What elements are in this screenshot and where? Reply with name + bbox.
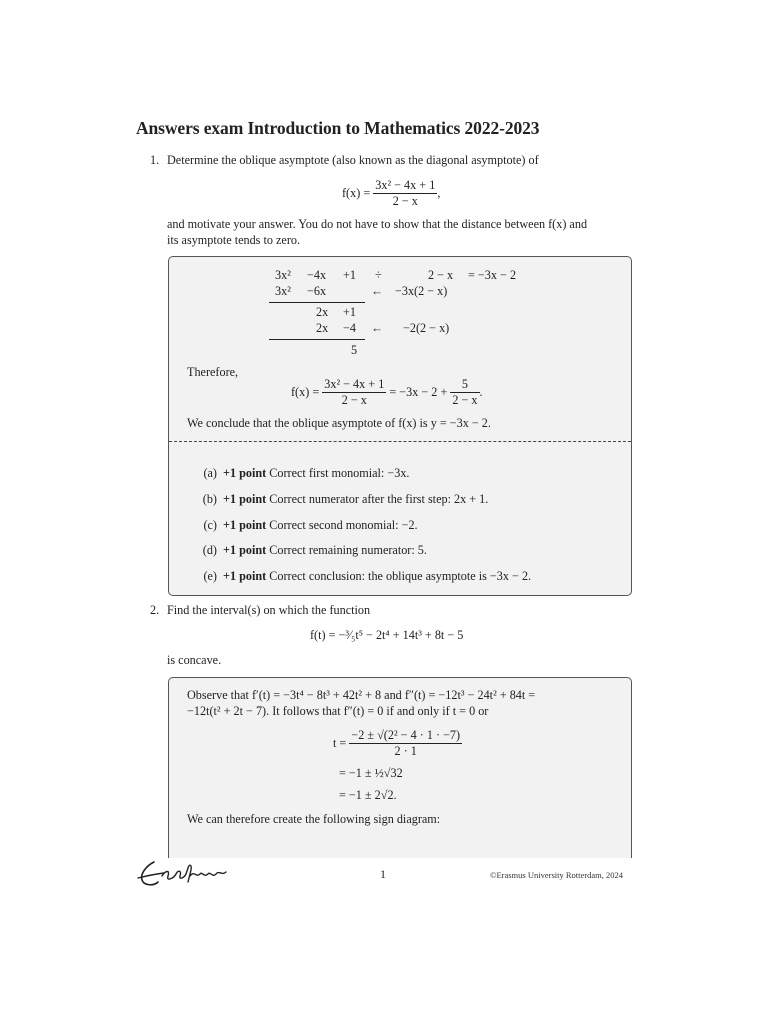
q1-motivate-line-1: and motivate your answer. You do not have to show that the distance between f(x) and (167, 217, 588, 231)
div-remainder: 5 (351, 343, 358, 357)
rubric-label: (b) (202, 492, 217, 506)
rubric-text: Correct first monomial: −3x. (269, 466, 410, 480)
rubric-text: Correct second monomial: −2. (269, 518, 418, 532)
t-numerator: −2 ± √(2² − 4 · 1 · −7) (351, 728, 461, 742)
result-fraction-2 (450, 377, 479, 408)
div-r3c: +1 (343, 305, 356, 319)
div-r4b: 2x (316, 321, 329, 335)
rubric-label: (a) (203, 466, 217, 480)
result-end: . (479, 385, 483, 399)
div-rule-1 (269, 302, 365, 303)
rubric-points: +1 point (223, 518, 267, 532)
rubric-item-d (195, 543, 427, 558)
q2-concave: is concave. (167, 653, 222, 667)
rubric-item-c (195, 518, 418, 533)
rubric-label: (e) (203, 569, 217, 583)
q1-result-equation (291, 377, 483, 408)
result-numerator-1: 3x² − 4x + 1 (324, 377, 385, 391)
div-step-1: −3x(2 − x) (395, 284, 448, 298)
rubric-points: +1 point (223, 492, 267, 506)
div-arrow-1: ← (371, 284, 384, 298)
question-2-number: 2. (150, 603, 160, 617)
div-quotient: = −3x − 2 (468, 268, 517, 282)
q2-observe-line-2: −12t(t² + 2t − 7). It follows that f″(t) = 0 if and only if t = 0 or (187, 704, 489, 718)
rubric-item-b (195, 492, 488, 507)
result-denominator-2: 2 − x (452, 393, 478, 407)
rubric-points: +1 point (223, 569, 267, 583)
div-divisor: 2 − x (428, 268, 454, 282)
rubric-points: +1 point (223, 543, 267, 557)
t-line-2: = −1 ± ½√32 (339, 766, 403, 780)
question-2-prompt: Find the interval(s) on which the function (167, 603, 371, 617)
q1-conclusion: We conclude that the oblique asymptote of f(x) is y = −3x − 2. (187, 416, 491, 430)
div-r2b: −6x (307, 284, 327, 298)
div-r1a: 3x² (275, 268, 291, 282)
q1-function-display: f(x) = $\frac{\text{3x² − 4x + 1}}{2 - x}$ , (342, 178, 441, 208)
rubric-text: Correct conclusion: the oblique asymptote is −3x − 2. (269, 569, 532, 583)
therefore-label: Therefore, (187, 365, 239, 379)
q2-sign-diagram-intro: We can therefore create the following sign diagram: (187, 812, 441, 826)
q1-numerator: 3x² − 4x + 1 (375, 178, 436, 192)
result-middle: = −3x − 2 + (389, 385, 448, 399)
div-arrow-2: ← (371, 321, 384, 335)
rubric-label: (d) (202, 543, 217, 557)
rubric-label: (c) (203, 518, 217, 532)
t-denominator: 2 · 1 (394, 744, 417, 758)
div-r4c: −4 (343, 321, 356, 335)
rubric-divider (169, 441, 631, 442)
q2-quadratic-formula (333, 728, 462, 759)
page-number: 1 (380, 867, 386, 881)
q2-observe-line-1: Observe that f′(t) = −3t⁴ − 8t³ + 42t² + 8 and f″(t) = −12t³ − 24t² + 84t = (187, 688, 536, 702)
q2-answer-box (168, 677, 632, 858)
result-denominator-1: 2 − x (341, 393, 367, 407)
div-r2a: 3x² (275, 284, 291, 298)
q1-denominator: 2 − x (392, 194, 418, 208)
copyright-notice: ©Erasmus University Rotterdam, 2024 (490, 870, 623, 880)
div-step-2: −2(2 − x) (403, 321, 450, 335)
page-title: Answers exam Introduction to Mathematics 2022-2023 (136, 118, 540, 138)
rubric-points: +1 point (223, 466, 267, 480)
rubric-item-a (195, 466, 409, 481)
question-1-prompt: Determine the oblique asymptote (also known as the diagonal asymptote) of (167, 153, 539, 167)
q1-fraction (373, 178, 437, 209)
rubric-text: Correct remaining numerator: 5. (269, 543, 427, 557)
div-r1b: −4x (307, 268, 327, 282)
div-r3b: 2x (316, 305, 329, 319)
result-lhs: f(x) = (291, 385, 320, 399)
result-fraction-1 (322, 377, 386, 408)
result-numerator-2: 5 (450, 377, 479, 393)
t-line-3: = −1 ± 2√2. (339, 788, 397, 802)
t-lhs: t = (333, 736, 347, 750)
q1-answer-box (168, 256, 632, 596)
rubric-text: Correct numerator after the first step: 2x + 1. (269, 492, 489, 506)
q1-fx: f(x) = (342, 186, 371, 200)
div-symbol: ÷ (375, 268, 382, 282)
q2-function: f(t) = −³⁄₅t⁵ − 2t⁴ + 14t³ + 8t − 5 (310, 628, 464, 642)
rubric-item-e (195, 569, 531, 584)
q1-motivate-line-2: its asymptote tends to zero. (167, 233, 301, 247)
div-r1c: +1 (343, 268, 356, 282)
t-fraction (349, 728, 462, 759)
erasmus-signature-logo (136, 856, 228, 892)
question-1-number: 1. (150, 153, 160, 167)
div-rule-2 (269, 339, 365, 340)
